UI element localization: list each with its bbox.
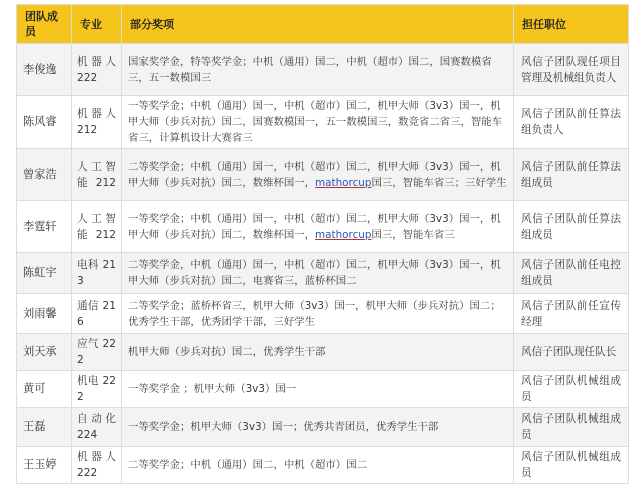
member-awards: 一等奖学金；中机（通用）国一，中机（超市）国二，机甲大师（3v3）国一，机甲大师（步兵对抗）国二，国赛数模国一，五一数模国三，数竞省二省三，智能车省三，计算机设计大赛省三 [122, 96, 514, 149]
table-row [17, 408, 629, 447]
member-major: 机器人 222 [72, 44, 122, 96]
member-role: 风信子团队机械组成员 [514, 371, 629, 408]
member-role: 风信子团队现任项目管理及机械组负责人 [514, 44, 629, 96]
member-name: 刘雨馨 [17, 294, 72, 334]
member-name: 陈虹宇 [17, 253, 72, 294]
member-name: 曾家浩 [17, 149, 72, 201]
member-major: 机器人 222 [72, 447, 122, 484]
awards-text: 国三，智能车省三；三好学生 [371, 176, 507, 189]
member-role: 风信子团队前任电控组成员 [514, 253, 629, 294]
member-name: 刘天承 [17, 334, 72, 371]
member-name: 黄可 [17, 371, 72, 408]
member-role: 风信子团队机械组成员 [514, 408, 629, 447]
header-awards: 部分奖项 [122, 5, 514, 44]
member-awards: 二等奖学金；蓝桥杯省三，机甲大师（3v3）国一，机甲大师（步兵对抗）国二；优秀学生干部，优秀团学干部，三好学生 [122, 294, 514, 334]
table-row [17, 253, 629, 294]
member-awards: 国家奖学金，特等奖学金；中机（通用）国二，中机（超市）国二，国赛数模省三，五一数模国三 [122, 44, 514, 96]
member-major: 机电 222 [72, 371, 122, 408]
member-awards: 一等奖学金；机甲大师（3v3）国一；优秀共青团员，优秀学生干部 [122, 408, 514, 447]
table-header-row [17, 5, 629, 44]
table-row [17, 294, 629, 334]
member-awards [122, 201, 514, 253]
header-role: 担任职位 [514, 5, 629, 44]
member-role: 风信子团队前任宣传经理 [514, 294, 629, 334]
member-name: 王玉婷 [17, 447, 72, 484]
member-name: 李俊逸 [17, 44, 72, 96]
member-major: 通信 216 [72, 294, 122, 334]
table-row [17, 447, 629, 484]
awards-text: 二等奖学金；中机（通用）国一，中机（超市）国二，机甲大师（3v3）国一，机甲大师（步兵对抗）国二，数维杯国一， [128, 160, 501, 189]
member-name: 王磊 [17, 408, 72, 447]
table-row [17, 44, 629, 96]
table-row [17, 96, 629, 149]
header-members: 团队成员 [17, 5, 72, 44]
member-awards [122, 149, 514, 201]
member-role: 风信子团队前任算法组负责人 [514, 96, 629, 149]
awards-text: 一等奖学金；中机（通用）国一，中机（超市）国二，机甲大师（3v3）国一，机甲大师（步兵对抗）国二，数维杯国一， [128, 212, 501, 241]
mathorcup-keyword: mathorcup [315, 228, 372, 241]
member-role: 风信子团队前任算法组成员 [514, 149, 629, 201]
member-role: 风信子团队现任队长 [514, 334, 629, 371]
member-role: 风信子团队前任算法组成员 [514, 201, 629, 253]
member-awards: 二等奖学金；中机（通用）国二，中机（超市）国二 [122, 447, 514, 484]
member-role: 风信子团队机械组成员 [514, 447, 629, 484]
team-members-table [16, 4, 629, 484]
member-awards: 机甲大师（步兵对抗）国二，优秀学生干部 [122, 334, 514, 371]
member-major: 自动化 224 [72, 408, 122, 447]
member-major: 人工智能 212 [72, 201, 122, 253]
table-row [17, 371, 629, 408]
member-major: 人工智能 212 [72, 149, 122, 201]
member-name: 李霆轩 [17, 201, 72, 253]
table-row [17, 334, 629, 371]
awards-text: 国三，智能车省三 [371, 228, 455, 241]
header-major: 专业 [72, 5, 122, 44]
member-major: 机器人 212 [72, 96, 122, 149]
table-row [17, 201, 629, 253]
table-row [17, 149, 629, 201]
member-major: 应气 222 [72, 334, 122, 371]
member-awards: 一等奖学金 ；机甲大师（3v3）国一 [122, 371, 514, 408]
member-awards: 二等奖学金，中机（通用）国一，中机（超市）国二，机甲大师（3v3）国一，机甲大师（步兵对抗）国二，电赛省三，蓝桥杯国二 [122, 253, 514, 294]
mathorcup-keyword: mathorcup [315, 176, 372, 189]
member-name: 陈风睿 [17, 96, 72, 149]
member-major: 电科 213 [72, 253, 122, 294]
